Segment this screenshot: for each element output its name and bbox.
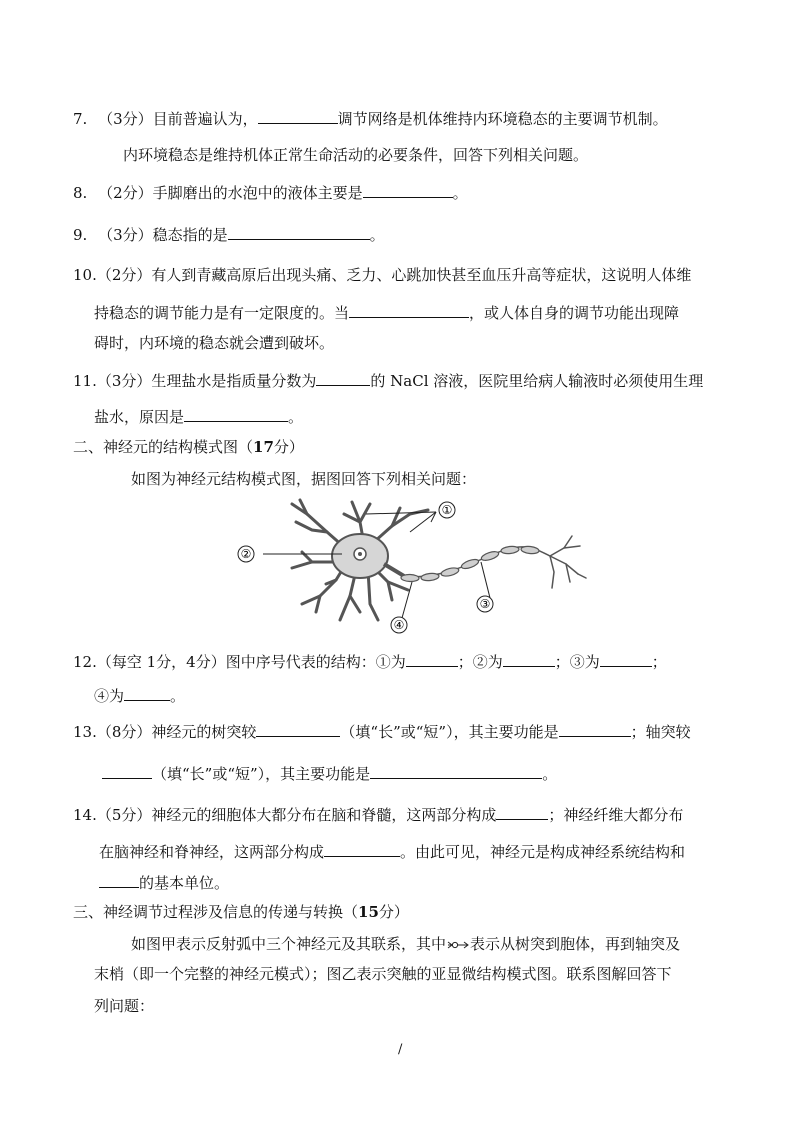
- q8-blank[interactable]: [363, 182, 453, 198]
- q14-text-e: 的基本单位。: [139, 874, 230, 892]
- q8-text-post: 。: [452, 184, 468, 202]
- q14-blank-3[interactable]: [99, 872, 139, 888]
- q7-number: 7.: [73, 110, 88, 128]
- q12-line-2: [94, 685, 185, 706]
- q11-line-2: [94, 406, 303, 427]
- q8-number: 8.: [73, 184, 88, 202]
- q13-line-2: [102, 763, 557, 784]
- q14-blank-2[interactable]: [324, 841, 400, 857]
- section2-heading: [73, 437, 304, 457]
- q14-text-a: （5分）神经元的细胞体大都分布在脑和脊髓，这两部分构成: [96, 806, 497, 824]
- q12-blank-2[interactable]: [503, 651, 555, 667]
- section3-heading: [73, 902, 409, 922]
- q11-blank-2[interactable]: [184, 406, 288, 422]
- q11-line-1: [73, 370, 703, 391]
- section2-intro: 如图为神经元结构模式图，据图回答下列相关问题：: [131, 470, 477, 488]
- q8-text-pre: （2分）手脚磨出的水泡中的液体主要是: [98, 184, 363, 202]
- q14-blank-1[interactable]: [496, 804, 548, 820]
- q9-blank[interactable]: [228, 224, 370, 240]
- q13-text-a: （8分）神经元的树突较: [96, 723, 257, 741]
- q13-blank-3[interactable]: [102, 763, 152, 779]
- q12-line-1: [73, 651, 667, 672]
- section1-intro: 内环境稳态是维持机体正常生命活动的必要条件，回答下列相关问题。: [123, 146, 589, 164]
- q13-text-b: （填“长”或“短”），其主要功能是: [340, 723, 559, 741]
- section3-para-1-pre: 如图甲表示反射弧中三个神经元及其联系，其中: [131, 935, 447, 953]
- q12-blank-1[interactable]: [406, 651, 458, 667]
- figure-label-2: [238, 546, 254, 562]
- section3-para-2: 末梢（即一个完整的神经元模式）；图乙表示突触的亚显微结构模式图。联系图解回答下: [94, 965, 672, 983]
- q14-text-b: ；神经纤维大都分布: [548, 806, 684, 824]
- figure-label-3: [477, 596, 493, 612]
- neuron-symbol-icon: [447, 939, 469, 951]
- q7-line: [73, 108, 668, 129]
- q10-line-2: [94, 302, 679, 323]
- section3-para-3: 列问题：: [94, 997, 155, 1015]
- q13-blank-1[interactable]: [256, 721, 340, 737]
- q14-number: 14.: [73, 806, 97, 824]
- figure-label-4: [391, 617, 407, 633]
- q12-text-b: ；②为: [457, 653, 503, 671]
- q11-blank-1[interactable]: [316, 370, 370, 386]
- figure-label-2-text: ②: [240, 547, 252, 561]
- q10-line-3: 碍时，内环境的稳态就会遭到破坏。: [94, 334, 335, 352]
- q10-number: 10.: [73, 266, 97, 284]
- q7-text-pre: （3分）目前普遍认为，: [98, 110, 258, 128]
- q9-text-post: 。: [369, 226, 385, 244]
- q10-text-2-post: ，或人体自身的调节功能出现障: [469, 304, 680, 322]
- q7-blank[interactable]: [258, 108, 338, 124]
- q10-text-1: （2分）有人到青藏高原后出现头痛、乏力、心跳加快甚至血压升高等症状，这说明人体维: [96, 266, 692, 284]
- figure-label-4-text: ④: [393, 618, 405, 632]
- q13-blank-2[interactable]: [559, 721, 631, 737]
- section3-para-1: [131, 934, 680, 954]
- neuron-diagram: [232, 492, 592, 637]
- q13-number: 13.: [73, 723, 97, 741]
- q13-text-c: ；轴突较: [630, 723, 691, 741]
- q14-line-1: [73, 804, 683, 825]
- q8-line: [73, 182, 468, 203]
- q12-text-a: （每空 1分，4分）图中序号代表的结构：①为: [96, 653, 406, 671]
- q14-text-c: 在脑神经和脊神经，这两部分构成: [99, 843, 325, 861]
- q11-text-2-post: 。: [288, 408, 304, 426]
- page-mark: /: [398, 1042, 403, 1057]
- section3-title: 三、神经调节过程涉及信息的传递与转换（: [73, 903, 359, 921]
- figure-label-1-text: ①: [441, 503, 453, 517]
- q14-text-d: 。由此可见，神经元是构成神经系统结构和: [400, 843, 686, 861]
- q10-blank[interactable]: [349, 302, 469, 318]
- q10-text-2-pre: 持稳态的调节能力是有一定限度的。当: [94, 304, 350, 322]
- q14-line-2: [99, 841, 685, 862]
- q11-text-1-post: 的 NaCl 溶液，医院里给病人输液时必须使用生理: [370, 372, 704, 390]
- q10-line-1: [73, 265, 691, 285]
- figure-label-3-text: ③: [479, 597, 491, 611]
- q11-text-1-pre: （3分）生理盐水是指质量分数为: [96, 372, 317, 390]
- section2-title: 二、神经元的结构模式图（: [73, 438, 254, 456]
- q12-text-e: ④为: [94, 687, 125, 705]
- section3-title-end: 分）: [378, 903, 409, 921]
- q12-text-c: ；③为: [554, 653, 600, 671]
- q12-blank-4[interactable]: [124, 685, 170, 701]
- section3-para-1-post: 表示从树突到胞体，再到轴突及: [470, 935, 681, 953]
- q12-blank-3[interactable]: [600, 651, 652, 667]
- section2-title-end: 分）: [273, 438, 304, 456]
- q13-blank-4[interactable]: [370, 763, 542, 779]
- q9-number: 9.: [73, 226, 88, 244]
- q12-text-d: ；: [651, 653, 667, 671]
- q11-text-2-pre: 盐水，原因是: [94, 408, 185, 426]
- q9-line: [73, 224, 385, 245]
- q7-text-post: 调节网络是机体维持内环境稳态的主要调节机制。: [337, 110, 668, 128]
- q9-text-pre: （3分）稳态指的是: [98, 226, 228, 244]
- q11-number: 11.: [73, 372, 97, 390]
- section2-score: 17: [253, 438, 274, 456]
- q14-line-3: [99, 872, 229, 893]
- q12-number: 12.: [73, 653, 97, 671]
- q13-text-d: （填“长”或“短”），其主要功能是: [152, 765, 371, 783]
- figure-label-1: [439, 502, 455, 518]
- q13-line-1: [73, 721, 691, 742]
- q12-text-f: 。: [170, 687, 186, 705]
- q13-text-e: 。: [542, 765, 558, 783]
- section3-score: 15: [358, 903, 379, 921]
